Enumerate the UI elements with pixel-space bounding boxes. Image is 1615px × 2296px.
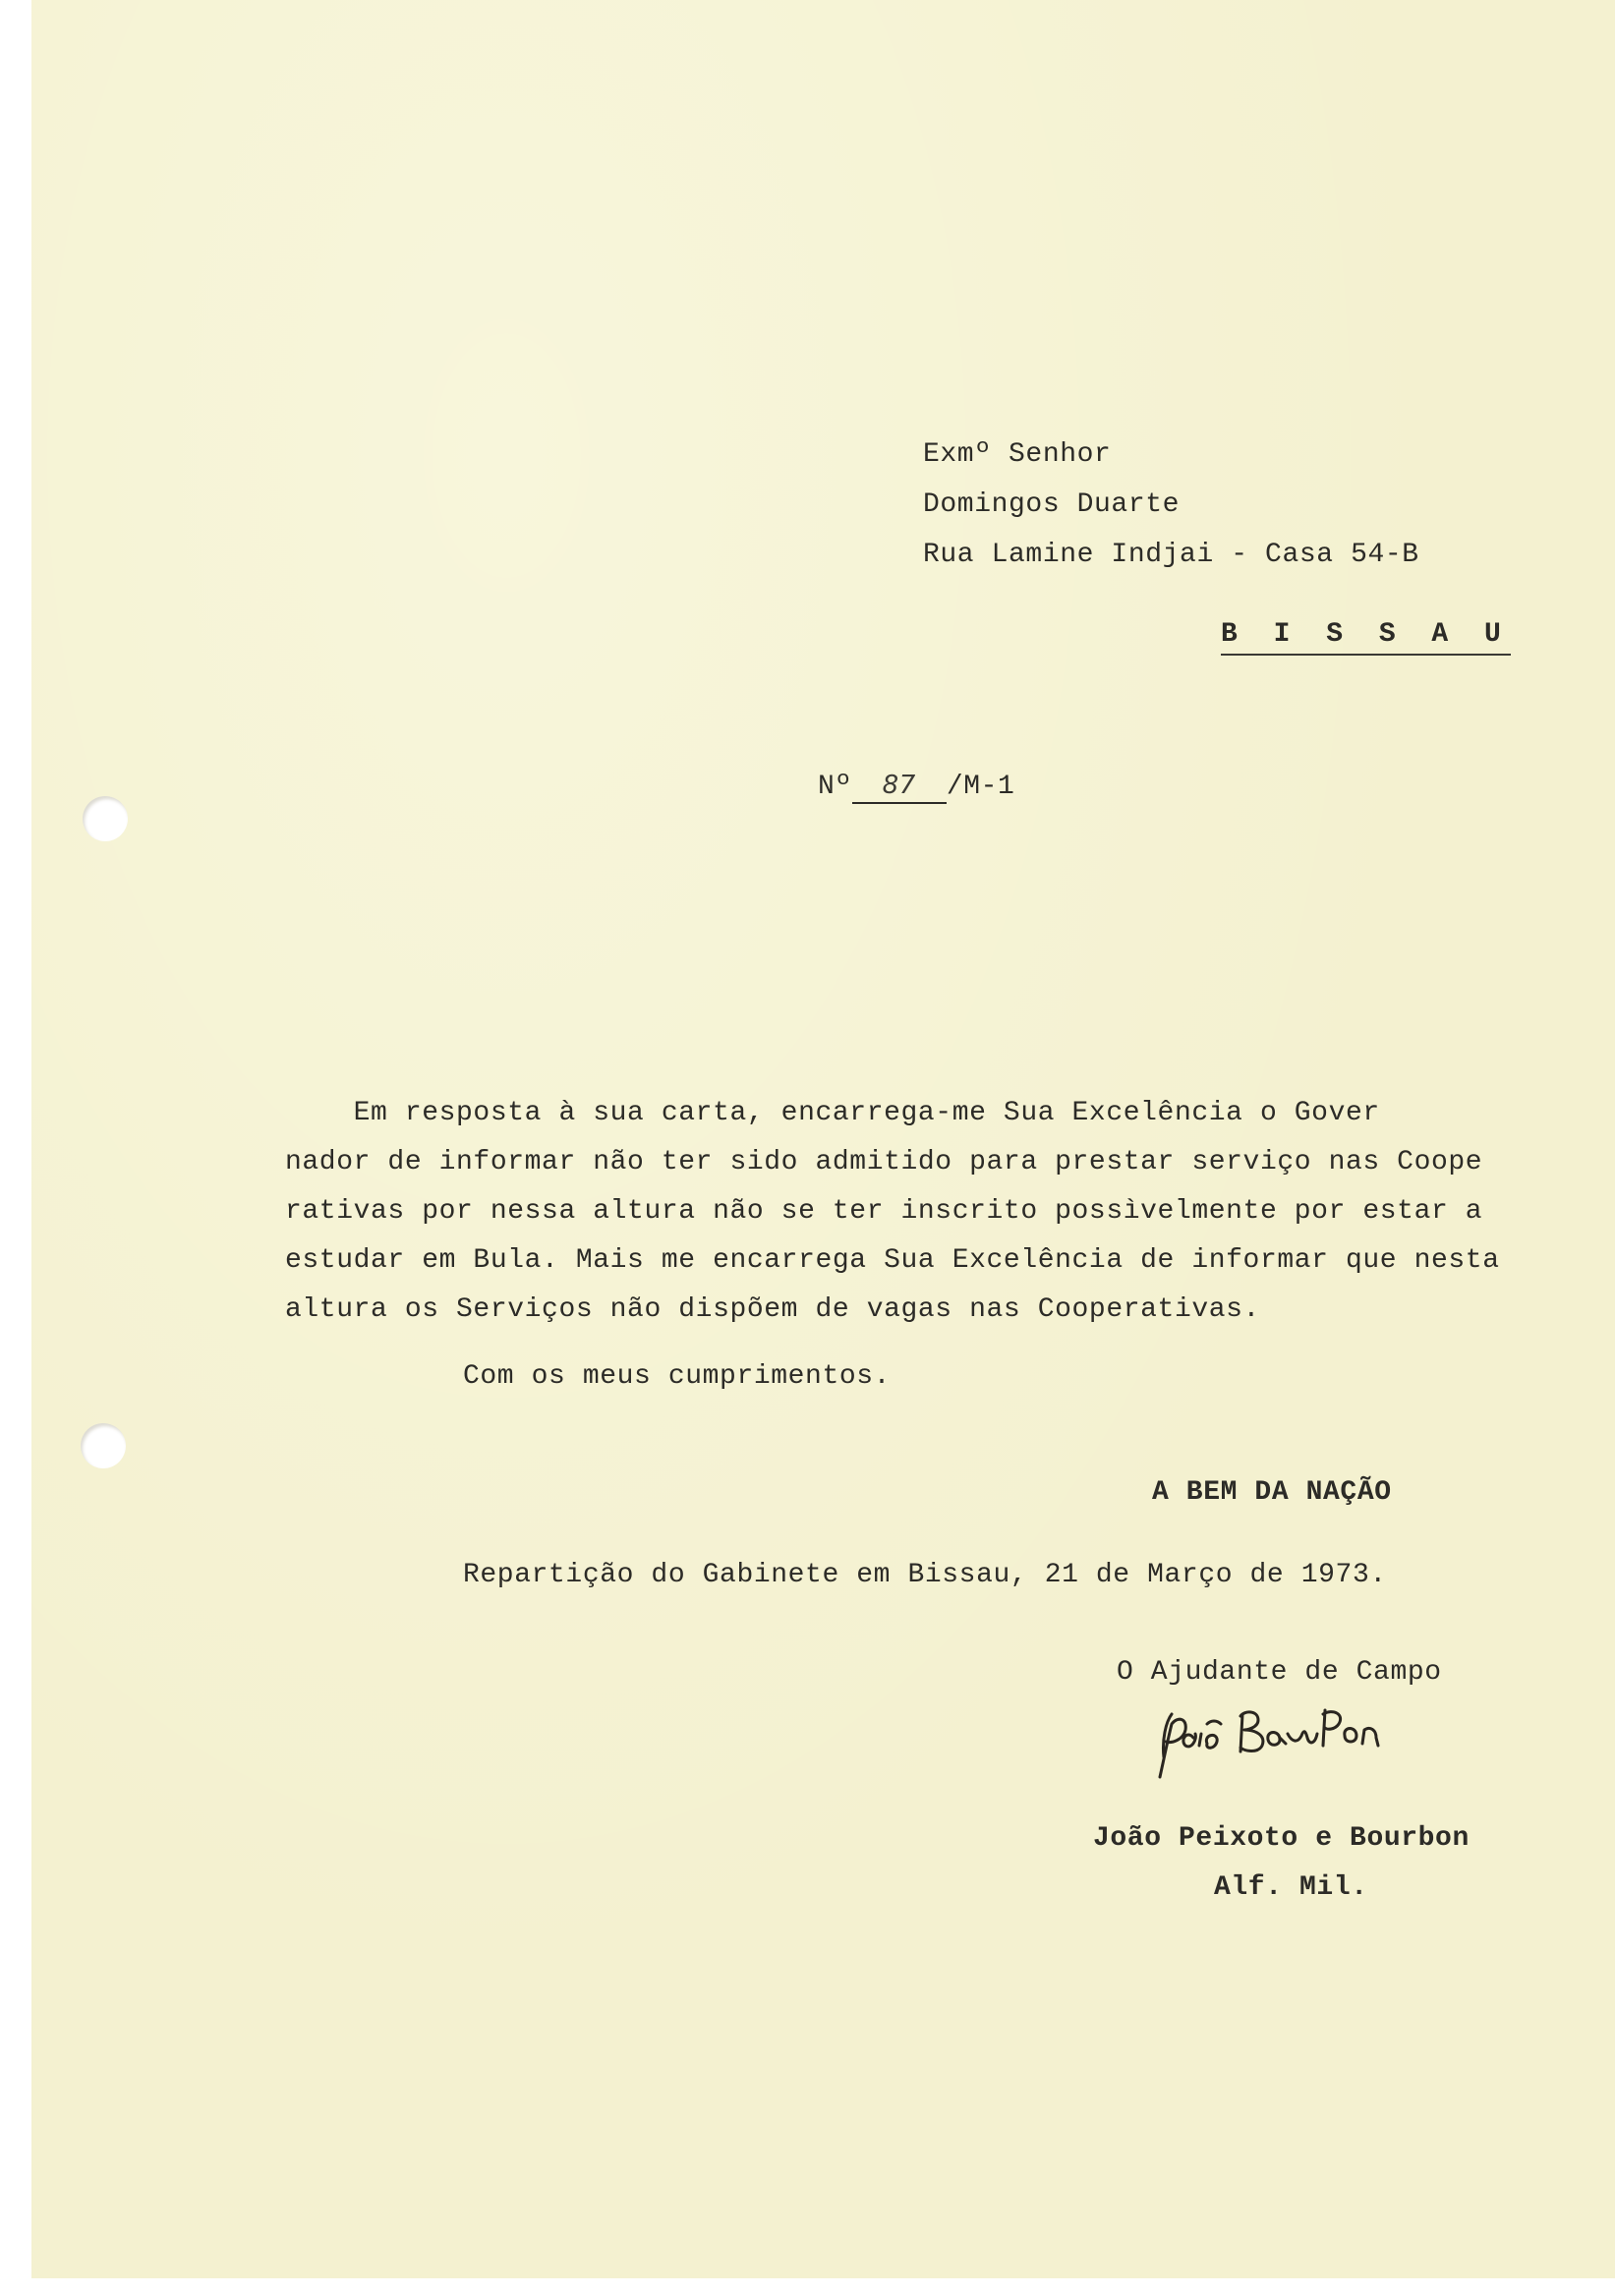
punch-hole-bottom [81, 1423, 126, 1468]
scan-margin [0, 0, 31, 2296]
signatory-role: O Ajudante de Campo [1117, 1657, 1442, 1688]
handwritten-signature [1142, 1700, 1437, 1789]
body-line: estudar em Bula. Mais me encarrega Sua Excelência de informar que nesta [285, 1245, 1500, 1276]
body-line: Em resposta à sua carta, encarrega-me Sua Excelência o Gover [285, 1098, 1380, 1128]
recipient-city: B I S S A U [1221, 618, 1511, 656]
body-line: nador de informar não ter sido admitido para prestar serviço nas Coope [285, 1147, 1483, 1177]
body-line: altura os Serviços não dispõem de vagas nas Cooperativas. [285, 1294, 1260, 1325]
recipient-name: Domingos Duarte [923, 489, 1181, 520]
letter-page [31, 0, 1615, 2278]
signatory-rank: Alf. Mil. [1214, 1872, 1368, 1903]
closing-line: Com os meus cumprimentos. [463, 1361, 892, 1392]
scan-bottom-margin [0, 2278, 1615, 2296]
recipient-salutation: Exmº Senhor [923, 439, 1112, 470]
reference-suffix: /M-1 [946, 772, 1015, 802]
reference-handwritten-number: 87 [852, 769, 947, 804]
motto: A BEM DA NAÇÃO [1152, 1477, 1392, 1508]
signatory-name: João Peixoto e Bourbon [1093, 1823, 1470, 1854]
punch-hole-top [83, 796, 128, 841]
reference-number [818, 769, 1014, 804]
body-line: rativas por nessa altura não se ter inscrito possìvelmente por estar a [285, 1196, 1483, 1227]
place-and-date: Repartição do Gabinete em Bissau, 21 de Março de 1973. [463, 1560, 1387, 1590]
reference-prefix: Nº [818, 772, 852, 802]
recipient-street: Rua Lamine Indjai - Casa 54-B [923, 540, 1419, 570]
